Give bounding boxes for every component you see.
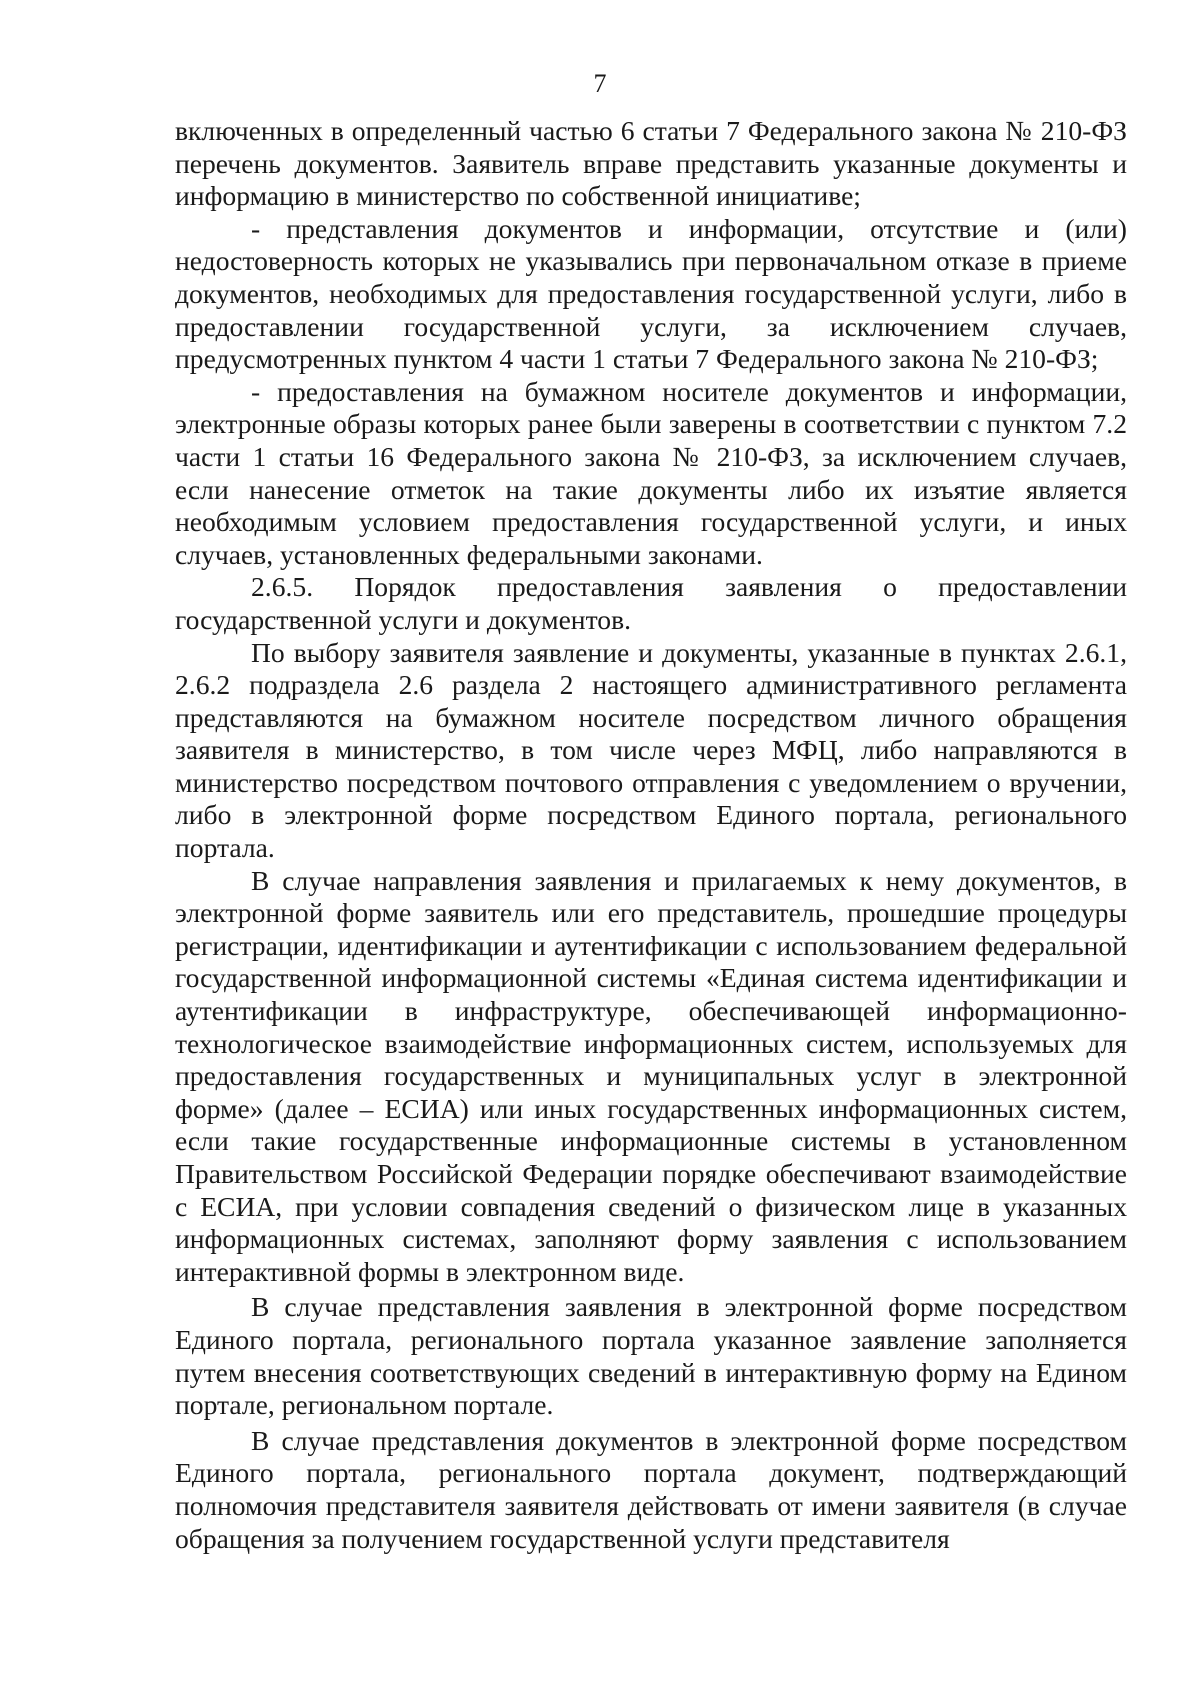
document-body xyxy=(175,115,1127,1555)
paragraph: В случае представления документов в электронной форме посредством Единого портала, регионального портала документ, подтверждающий полномочия представителя заявителя действовать от имени заявителя (в случае обращения за получением государственной услуги представителя xyxy=(175,1424,1127,1554)
paragraph: В случае направления заявления и прилагаемых к нему документов, в электронной форме заявитель или его представитель, прошедшие процедуры регистрации, идентификации и аутентификации с использованием федеральной государственной информационной системы «Единая система идентификации и аутентификации в инфраструктуре, обеспечивающей информационно-технологическое взаимодействие информационных систем, используемых для предоставления государственных и муниципальных услуг в электронной форме» (далее – ЕСИА) или иных государственных информационных систем, если такие государственные информационные системы в установленном Правительством Российской Федерации порядке обеспечивают взаимодействие с ЕСИА, при условии совпадения сведений о физическом лице в указанных информационных системах, заполняют форму заявления с использованием интерактивной формы в электронном виде. xyxy=(175,864,1127,1287)
paragraph: В случае представления заявления в электронной форме посредством Единого портала, регионального портала указанное заявление заполняется путем внесения соответствующих сведений в интерактивную форму на Едином портале, региональном портале. xyxy=(175,1291,1127,1421)
paragraph-list-item: - предоставления на бумажном носителе документов и информации, электронные образы которых ранее были заверены в соответствии с пунктом 7.2 части 1 статьи 16 Федерального закона № 210-ФЗ, за исключением случаев, если нанесение отметок на такие документы либо их изъятие является необходимым условием предоставления государственной услуги, и иных случаев, установленных федеральными законами. xyxy=(175,375,1127,570)
paragraph-list-item: - представления документов и информации, отсутствие и (или) недостоверность которых не указывались при первоначальном отказе в приеме документов, необходимых для предоставления государственной услуги, либо в предоставлении государственной услуги, за исключением случаев, предусмотренных пунктом 4 части 1 статьи 7 Федерального закона № 210-ФЗ; xyxy=(175,212,1127,375)
paragraph-continuation: включенных в определенный частью 6 статьи 7 Федерального закона № 210-ФЗ перечень документов. Заявитель вправе представить указанные документы и информацию в министерство по собственной инициативе; xyxy=(175,115,1127,212)
paragraph: По выбору заявителя заявление и документы, указанные в пунктах 2.6.1, 2.6.2 подраздела 2.6 раздела 2 настоящего административного регламента представляются на бумажном носителе посредством личного обращения заявителя в министерство, в том числе через МФЦ, либо направляются в министерство посредством почтового отправления с уведомлением о вручении, либо в электронной форме посредством Единого портала, регионального портала. xyxy=(175,636,1127,864)
page-number: 7 xyxy=(593,69,607,98)
section-heading-2-6-5: 2.6.5. Порядок предоставления заявления о предоставлении государственной услуги и документов. xyxy=(175,571,1127,635)
